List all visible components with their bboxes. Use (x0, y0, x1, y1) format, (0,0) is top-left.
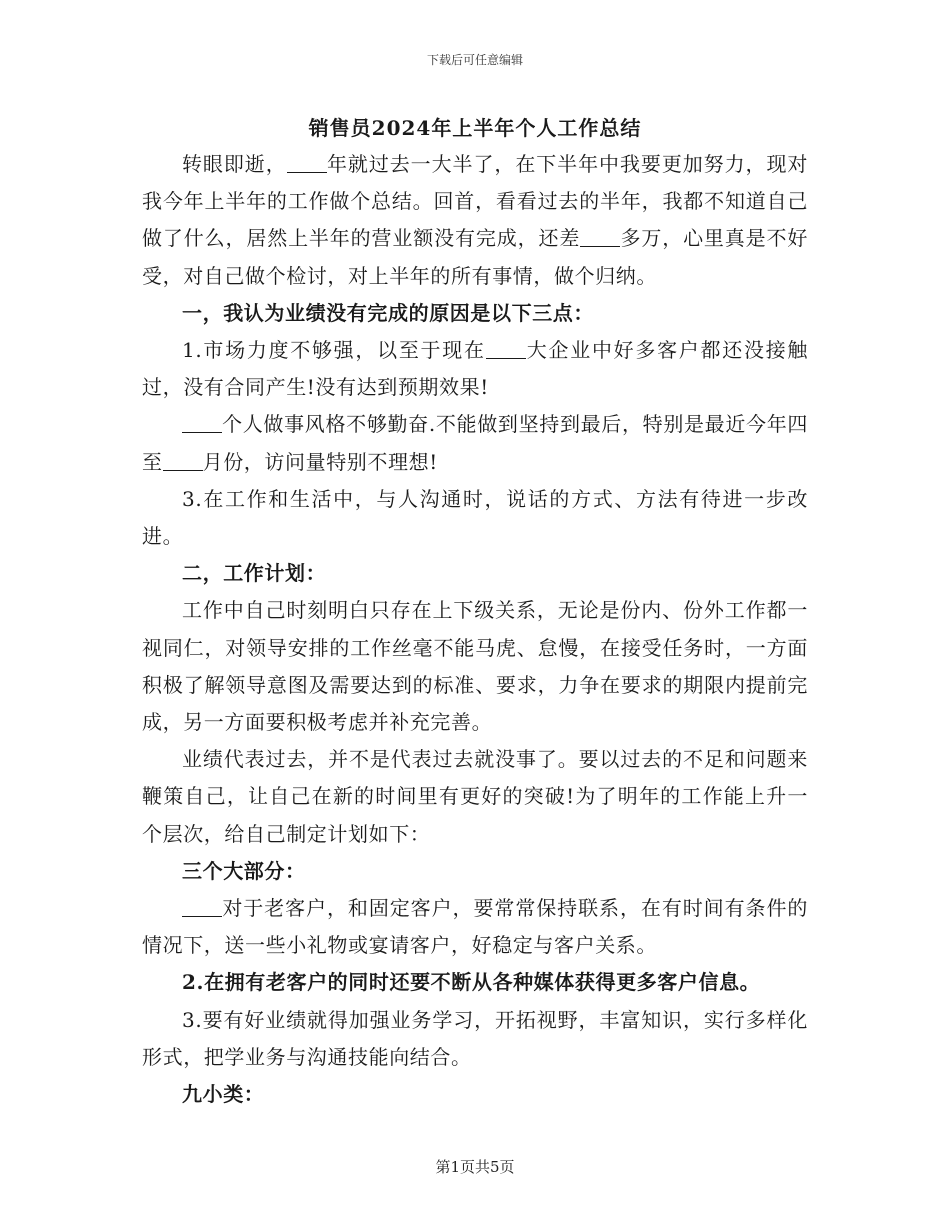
intro-text-a: 转眼即逝， (182, 152, 287, 176)
page-number: 第1页共5页 (435, 1158, 515, 1176)
document-body (142, 146, 808, 1113)
fill-blank (163, 450, 203, 471)
section2-paragraph2: 业绩代表过去，并不是代表过去就没事了。要以过去的不足和问题来鞭策自己，让自己在新的时间里有更好的突破!为了明年的工作能上升一个层次，给自己制定计划如下： (142, 747, 808, 846)
section2-paragraph1: 工作中自己时刻明白只存在上下级关系，无论是份内、份外工作都一视同仁，对领导安排的工作丝毫不能马虎、怠慢，在接受任务时，一方面积极了解领导意图及需要达到的标准、要求，力争在要求的期限内提前完成，另一方面要积极考虑并补充完善。 (142, 598, 808, 735)
section3-item1-text: 对于老客户，和固定客户，要常常保持联系，在有时间有条件的情况下，送一些小礼物或宴请客户，好稳定与客户关系。 (142, 896, 808, 958)
intro-text-c: 多万，心里真是不好受，对自己做个检讨，对上半年的所有事情，做个归纳。 (142, 226, 808, 288)
fill-blank (182, 896, 222, 917)
section1-item2-text-b: 月份，访问量特别不理想! (202, 449, 438, 474)
section1-item1-text-a: 1.市场力度不够强，以至于现在 (182, 338, 486, 363)
intro-text-b: 年就过去一大半了，在下半年中我要更加努力，现对我今年上半年的工作做个总结。回首，看看过去的半年，我都不知道自己做了什么，居然上半年的营业额没有完成，还差 (142, 152, 808, 251)
section2-heading: 二，工作计划： (182, 561, 327, 586)
section3-item1 (142, 890, 808, 964)
fill-blank (580, 226, 620, 247)
section1-item1-text-b: 大企业中好多客户都还没接触过，没有合同产生!没有达到预期效果! (142, 338, 808, 400)
document-title: 销售员2024年上半年个人工作总结 (308, 116, 642, 140)
section1-heading: 一，我认为业绩没有完成的原因是以下三点： (182, 300, 594, 325)
section1-item3: 3.在工作和生活中，与人沟通时，说话的方式、方法有待进一步改进。 (142, 486, 808, 549)
intro-paragraph (142, 146, 808, 295)
fill-blank (182, 412, 222, 433)
section1-item2 (142, 406, 808, 480)
section3-item2: 2.在拥有老客户的同时还要不断从各种媒体获得更多客户信息。 (182, 970, 761, 995)
fill-blank (287, 152, 327, 173)
section1-item1 (142, 332, 808, 406)
section3-item3: 3.要有好业绩就得加强业务学习，开拓视野，丰富知识，实行多样化形式，把学业务与沟通技能向结合。 (142, 1007, 808, 1069)
section4-heading: 九小类： (182, 1082, 265, 1107)
section1-item2-text-a: 个人做事风格不够勤奋.不能做到坚持到最后，特别是最近今年四至 (142, 412, 808, 474)
page-header-note: 下载后可任意编辑 (426, 53, 523, 67)
section3-heading: 三个大部分： (182, 858, 306, 883)
fill-blank (486, 338, 526, 359)
